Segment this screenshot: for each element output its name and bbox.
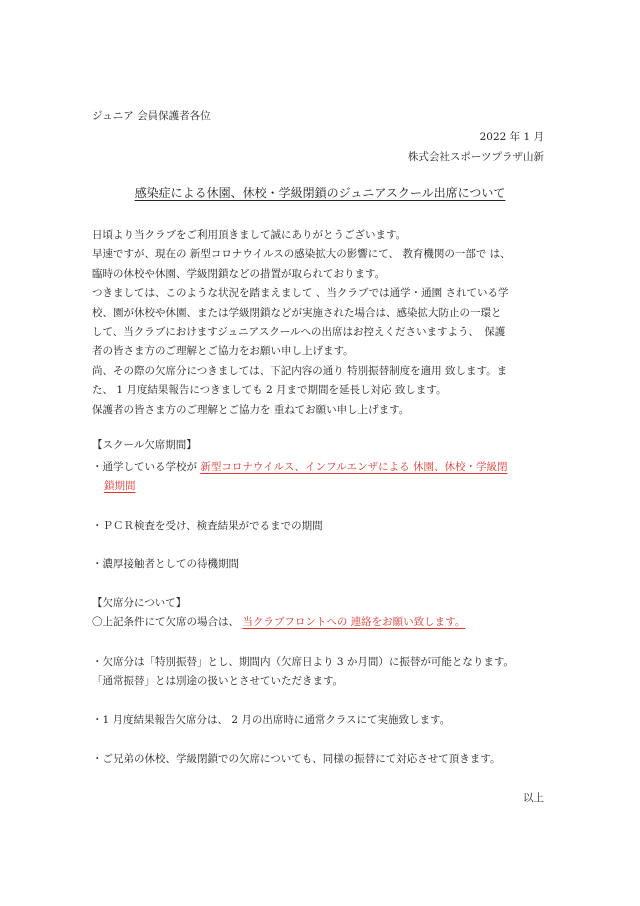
closing-mark: 以上 [523,792,544,804]
normal-transfer-note: 「通常振替」とは別途の扱いとさせていただきます。 [92,675,344,687]
section-heading-absence-handling: 【欠席分について】 [92,597,187,609]
intro-line: 日頃より当クラブをご利用頂きまして誠にありがとうございます。 [92,229,407,241]
addressee: ジュニア 会員保護者各位 [92,110,211,122]
document-title [0,184,640,203]
special-transfer-rule: ・欠席分は「特別振替」とし、期間内（欠席日より 3 か月間）に振替が可能となります。 [92,656,515,668]
section-heading-absence-period: 【スクール欠席期間】 [92,439,197,451]
document-title-text: 感染症による休園、休校・学級閉鎖のジュニアスクール出席について [134,186,506,200]
intro-line: 早速ですが、現在の 新型コロナウイルスの感染拡大の影響にて、 教育機関の一部で は、 [92,248,511,261]
intro-line: 校、園が休校や休園、または学級閉鎖などが実施された場合は、感染拡大防止の一環と [92,306,502,319]
condition-prefix: ・通学している学校が [92,461,201,473]
intro-line: 保護者の皆さま方のご理解とご協力を 重ねてお願い申し上げます。 [92,403,410,416]
absence-condition-pcr: ・ＰＣＲ検査を受け、検査結果がでるまでの期間 [92,520,323,532]
date: 2022 年 1 月 [479,131,544,143]
instruction-highlight: 当クラブフロントへの 連絡をお願い致します。 [242,616,466,628]
condition-highlight-continued: 鎖期間 [104,480,136,492]
absence-condition-school-closure [92,458,507,477]
intro-line: 者の皆さま方のご理解とご協力をお願い申し上げます。 [92,345,354,358]
intro-paragraph [92,226,554,420]
condition-highlight: 新型コロナウイルス、インフルエンザによる 休園、休校・学級閉 [200,461,508,473]
intro-line: た、 1 月度結果報告につきましても 2 月まで期間を延長し対応 致します。 [92,384,447,397]
absence-condition-close-contact: ・濃厚接触者としての待機期間 [92,558,239,570]
sibling-closure-rule: ・ご兄弟の休校、学級閉鎖での欠席についても、同様の振替にて対応させて頂きます。 [92,753,501,765]
intro-line: して、当クラブにおけますジュニアスクールへの出席はお控えくださいますよう、 保護 [92,326,506,339]
company-name: 株式会社スポーツプラザ山新 [407,151,544,163]
intro-line: 尚、その際の欠席分につきましては、下記内容の通り 特別振替制度を適用 致します。ま [92,364,508,377]
intro-line: つきましては、このような状況を踏まえまして 、当クラブでは通学・通園 されている学 [92,287,509,300]
absence-condition-continuation [104,477,136,496]
january-report-rule: ・1 月度結果報告欠席分は、 2 月の出席時に通常クラスにて実施致します。 [92,714,451,726]
absence-contact-instruction [92,613,465,632]
instruction-prefix: 〇上記条件にて欠席の場合は、 [92,616,243,628]
intro-line: 臨時の休校や休園、学級閉鎖などの措置が取られております。 [92,267,386,280]
